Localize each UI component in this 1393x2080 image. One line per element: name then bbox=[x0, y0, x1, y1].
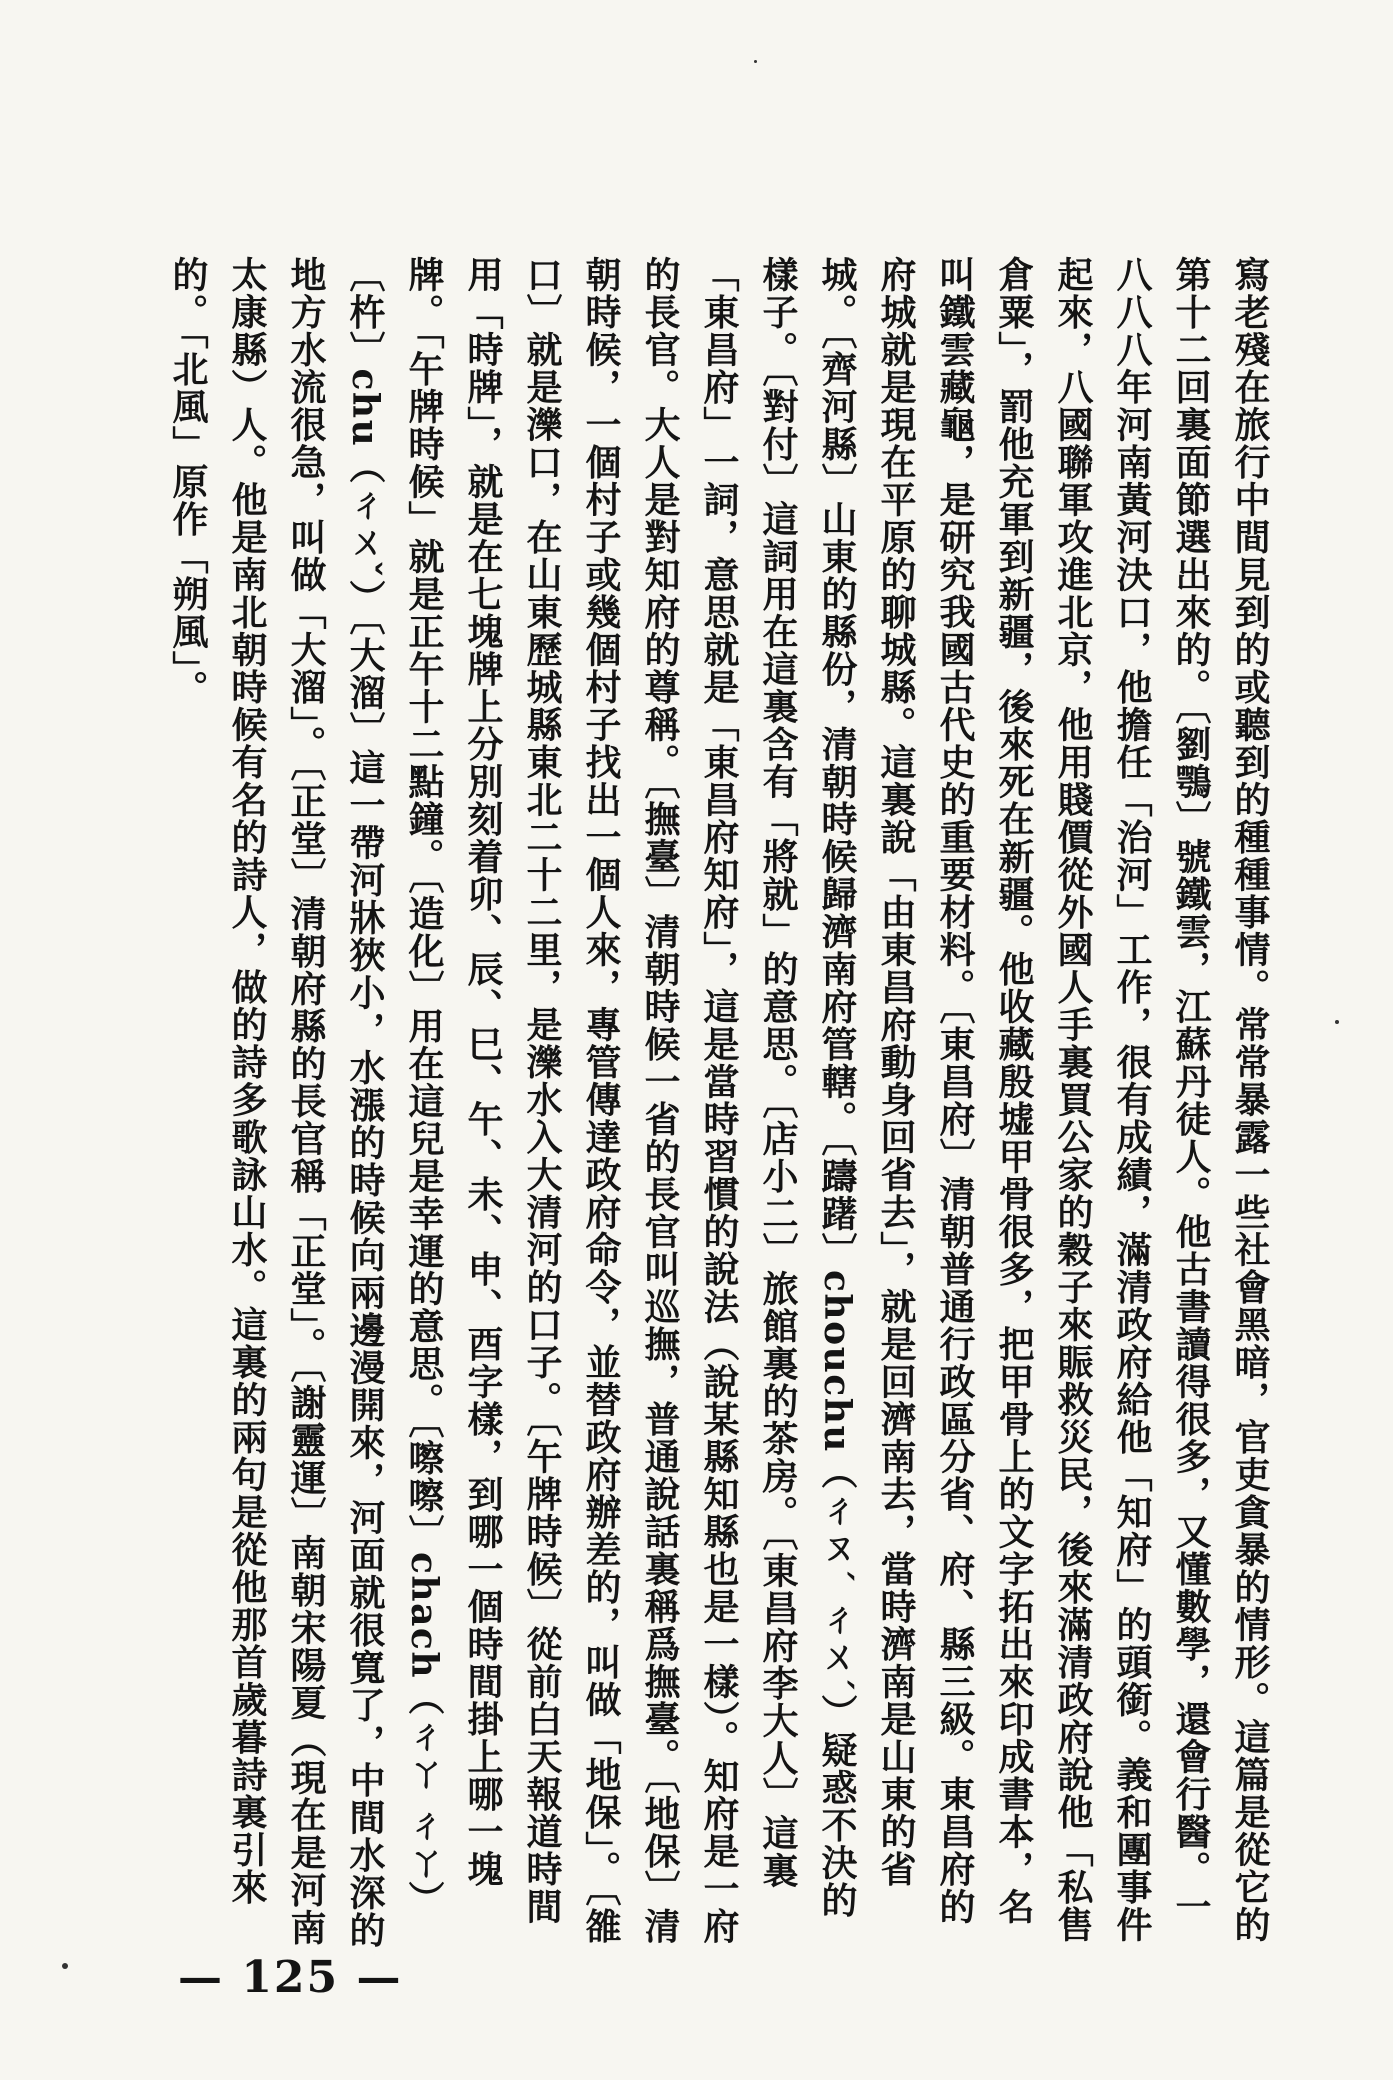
print-speck bbox=[62, 1963, 68, 1969]
vertical-text-body bbox=[159, 256, 1279, 1956]
print-speck bbox=[1335, 1020, 1339, 1024]
page-number: — 125 — bbox=[178, 1952, 403, 2003]
print-speck bbox=[754, 60, 757, 63]
annotation-paragraph: 寫老殘在旅行中間見到的或聽到的種種事情。常常暴露一些社會黑暗，官吏貪暴的情形。這篇是從它的第十二回裏面節選出來的。〔劉鶚〕號鐵雲，江蘇丹徒人。他古書讀得很多，又懂數學，還會行醫。一八八八年河南黃河決口，他擔任「治河」工作，很有成績，滿清政府給他「知府」的頭銜。義和團事件起來，八國聯軍攻進北京，他用賤價從外國人手裏買公家的穀子來賑救災民，後來滿清政府說他「私售倉粟」，罰他充軍到新疆，後來死在新疆。他收藏殷墟甲骨很多，把甲骨上的文字拓出來印成書本，名叫鐵雲藏龜，是研究我國古代史的重要材料。〔東昌府〕清朝普通行政區分省、府、縣三級。東昌府的府城就是現在平原的聊城縣。這裏說「由東昌府動身回省去」，就是回濟南去，當時濟南是山東的省城。〔齊河縣〕山東的縣份，清朝時候歸濟南府管轄。〔躊躇〕chouchu（ㄔㄡˊ ㄔㄨˊ）疑惑不決的樣子。〔對付〕這詞用在這裏含有「將就」的意思。〔店小二〕旅館裏的茶房。〔東昌府李大人〕這裏「東昌府」一詞，意思就是「東昌府知府」，這是當時習慣的說法（說某縣知縣也是一樣）。知府是一府的長官。大人是對知府的尊稱。〔撫臺〕清朝時候一省的長官叫巡撫，普通說話裏稱爲撫臺。〔地保〕清朝時候，一個村子或幾個村子找出一個人來，專管傳達政府命令，並替政府辦差的，叫做「地保」。〔雒口〕就是濼口，在山東歷城縣東北二十二里，是濼水入大清河的口子。〔午牌時候〕從前白天報道時間用「時牌」，就是在七塊牌上分別刻着卯、辰、巳、午、未、申、酉字樣，到哪一個時間掛上哪一塊牌。「午牌時候」就是正午十二點鐘。〔造化〕用在這兒是幸運的意思。〔嚓嚓〕chach（ㄔㄚ ㄔㄚ）〔杵〕chu（ㄔㄨˇ）〔大溜〕這一帶河牀狹小，水漲的時候向兩邊漫開來，河面就很寬了，中間水深的地方水流很急，叫做「大溜」。〔正堂〕清朝府縣的長官稱「正堂」。〔謝靈運〕南朝宋陽夏（現在是河南太康縣）人。他是南北朝時候有名的詩人，做的詩多歌詠山水。這裏的兩句是從他那首歲暮詩裏引來的。「北風」原作「朔風」。 bbox=[167, 256, 1271, 1949]
